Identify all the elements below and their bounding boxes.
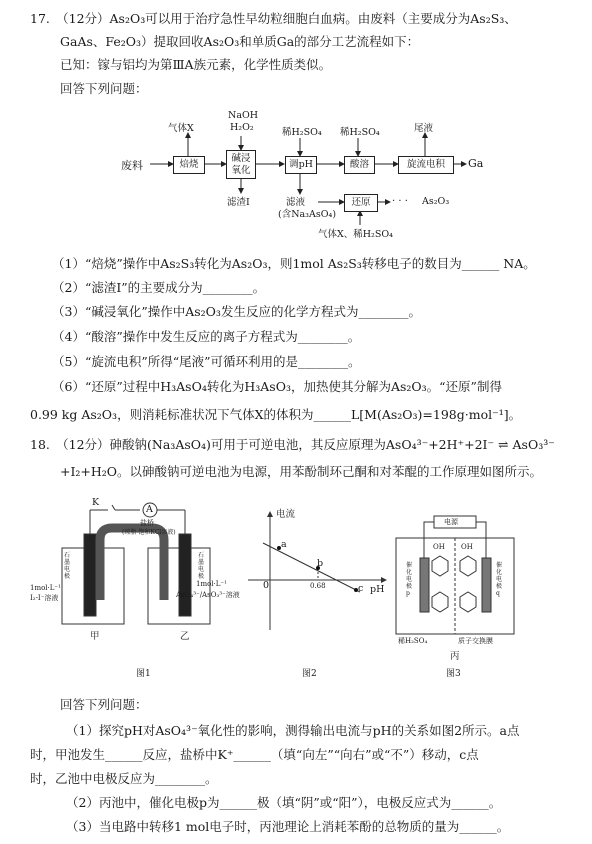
flow-leach-box: 碱浸氧化 [226, 150, 256, 179]
fig2-y-axis-label: 电流 [276, 509, 296, 520]
fig1-left-electrode: 石墨电极 [64, 552, 71, 580]
fig1-right-electrode: 石墨电极 [198, 552, 205, 580]
fig2-x-axis-label: pH [370, 584, 385, 595]
q17-item-1: （1）“焙烧”操作中As₂S₃转化为As₂O₃，则1mol As₂S₃转移电子的数目为______ NA。 [52, 256, 536, 271]
flow-residue-label: 滤渣Ⅰ [227, 197, 250, 208]
q17-item-5: （5）“旋流电积”所得“尾液”可循环利用的是________。 [52, 354, 361, 369]
q17-item-6-cont: 0.99 kg As₂O₃，则消耗标准状况下气体X的体积为______L[M(As₂O₃)=198g·mol⁻¹]。 [30, 407, 522, 422]
flow-ph-box: 调pH [285, 156, 317, 174]
fig3-right-electrode: 催化电极q [496, 562, 503, 597]
fig3-power-label: 电源 [444, 518, 458, 526]
q17-heading-cont: GaAs、Fe₂O₃）提取回收As₂O₃和单质Ga的部分工艺流程如下： [60, 34, 420, 49]
fig2-point-b: b [317, 558, 324, 569]
flow-roast-box: 焙烧 [173, 156, 205, 174]
fig2-tick-068: 0.68 [310, 582, 326, 590]
fig3-bing: 丙 [450, 651, 460, 662]
fig2-point-c: c [358, 583, 364, 594]
q18-answer-prompt: 回答下列问题： [60, 697, 148, 712]
flow-electro-box: 旋流电积 [398, 156, 454, 174]
fig1-k-label: K [92, 497, 100, 508]
flow-filtrate-label: 滤液 [286, 197, 306, 208]
fig3-membrane-label: 质子交换膜 [458, 637, 493, 645]
flow-naoh-label: NaOH [228, 110, 259, 121]
fig1-left-solution-2: I₂-I⁻溶液 [30, 594, 59, 602]
fig3-acid-label: 稀H₂SO₄ [398, 637, 428, 645]
q17-heading: 17. （12分）As₂O₃可以用于治疗急性早幼粒细胞白血病。由废料（主要成分为As₂S₃、 [30, 11, 517, 26]
q17-answer-prompt: 回答下列问题： [60, 81, 148, 96]
fig1-left-solution-1: 1mol·L⁻¹ [30, 584, 61, 592]
fig1-right-solution-2: AsO₄³⁻/AsO₃³⁻溶液 [176, 591, 240, 599]
flow-tail-label: 尾液 [414, 123, 434, 134]
fig1-right-solution-1: 1mol·L⁻¹ [196, 580, 227, 588]
q17-item-3: （3）“碱浸氧化”操作中As₂O₃发生反应的化学方程式为________。 [52, 304, 421, 319]
fig1-bridge-sub-label: (琼脂-饱和KCl溶液) [122, 529, 176, 536]
flow-h2so4-2-label: 稀H₂SO₄ [340, 127, 380, 138]
q18-part1-b: 时，甲池发生______反应，盐桥中K⁺______（填“向左”“向右”或“不”）移动，c点 [30, 747, 479, 762]
fig2-caption: 图2 [302, 669, 317, 679]
flow-gas-x-label: 气体X [168, 123, 194, 134]
fig1-jia: 甲 [90, 631, 100, 642]
q18-part3: （3）当电路中转移1 mol电子时，丙池理论上消耗苯酚的总物质的量为______。 [66, 819, 510, 834]
q18-part1-c: 时，乙池中电极反应为________。 [30, 771, 218, 786]
q17-known: 已知：镓与铝均为第ⅢA族元素，化学性质类似。 [60, 57, 332, 72]
fig3-left-electrode: 催化电极p [406, 562, 413, 597]
q18-part2: （2）丙池中，催化电极p为______极（填“阴”或“阳”），电极反应式为______。 [66, 795, 502, 810]
flow-h2so4-1-label: 稀H₂SO₄ [282, 127, 322, 138]
fig2-origin: 0 [263, 580, 270, 591]
fig1-caption: 图1 [136, 669, 151, 679]
fig2-point-a: a [281, 539, 287, 550]
fig3-oh-2: OH [461, 543, 473, 551]
flow-reduce-input-label: 气体X、稀H₂SO₄ [318, 229, 393, 240]
q18-part1-a: （1）探究pH对AsO₄³⁻氧化性的影响，测得输出电流与pH的关系如图2所示。a点 [66, 723, 520, 738]
fig1-yi: 乙 [180, 631, 190, 642]
fig3-caption: 图3 [446, 669, 461, 679]
fig1-ammeter-label: A [146, 504, 153, 515]
q17-item-2: （2）“滤渣Ⅰ”的主要成分为________。 [52, 280, 266, 295]
flow-waste-label: 废料 [121, 159, 143, 172]
flow-acid-box: 酸溶 [344, 156, 375, 174]
q18-heading-cont: +I₂+H₂O。以砷酸钠可逆电池为电源，用苯酚制环己酮和对苯醌的工作原理如图所示。 [60, 464, 543, 479]
flow-ga-label: Ga [468, 157, 484, 170]
flow-reduce-box: 还原 [344, 194, 378, 212]
q18-heading: 18. （12分）砷酸钠(Na₃AsO₄)可用于可逆电池，其反应原理为AsO₄³⁻+2H⁺+2I⁻ ⇌ AsO₃³⁻ [30, 437, 555, 452]
q17-item-4: （4）“酸溶”操作中发生反应的离子方程式为________。 [52, 329, 361, 344]
flow-dots: · · · [392, 196, 408, 207]
flow-filtrate-sub-label: (含Na₃AsO₄) [278, 209, 337, 220]
fig3-oh-1: OH [433, 543, 445, 551]
flow-h2o2-label: H₂O₂ [230, 122, 254, 133]
q17-item-6: （6）“还原”过程中H₃AsO₄转化为H₃AsO₃，加热使其分解为As₂O₃。“还原”制得 [52, 379, 502, 394]
fig1-bridge-label: 盐桥 [140, 519, 154, 527]
flow-as2o3-label: As₂O₃ [422, 196, 450, 207]
